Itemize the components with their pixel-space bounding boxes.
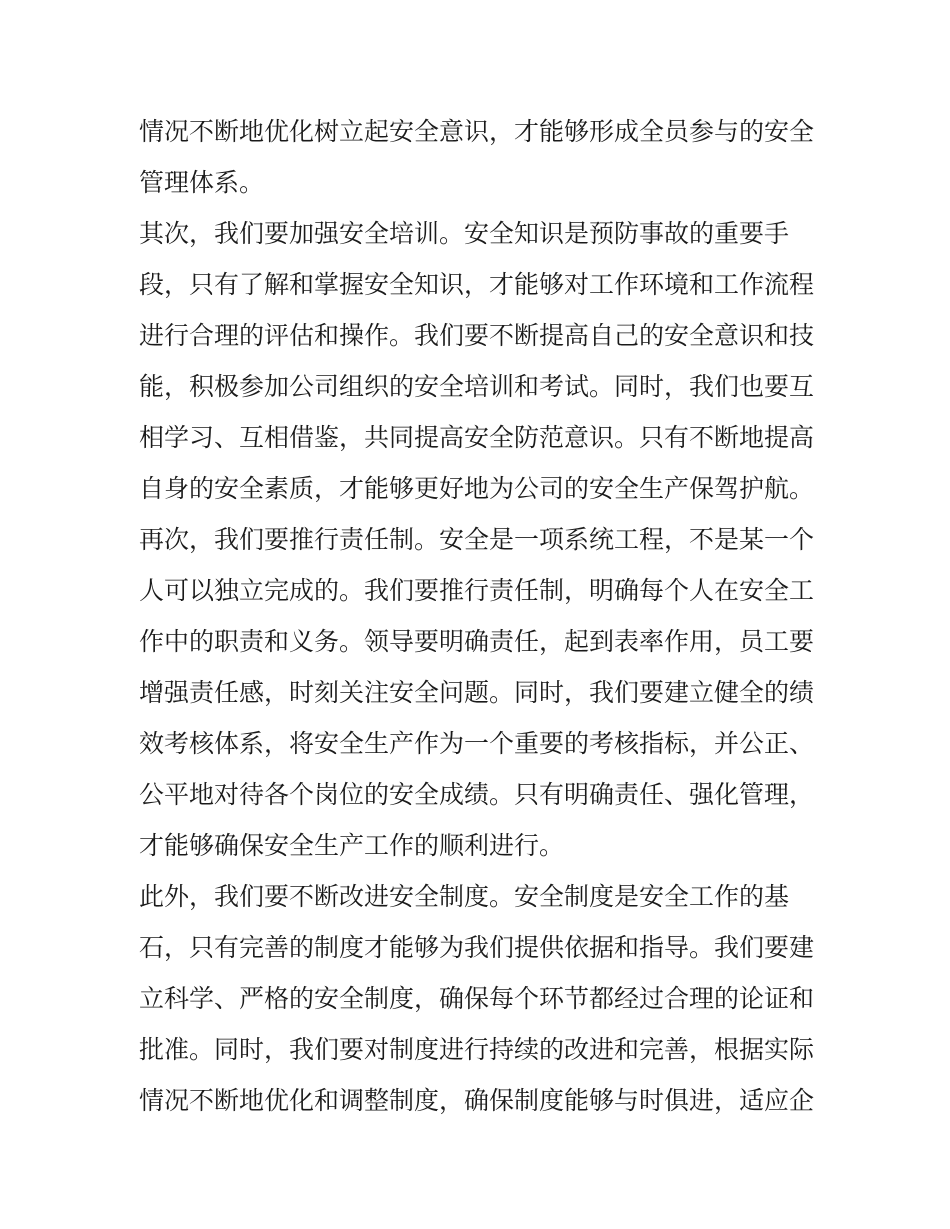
text-line: 其次，我们要加强安全培训。安全知识是预防事故的重要手 (139, 219, 790, 248)
text-line: 增强责任感，时刻关注安全问题。同时，我们要建立健全的绩 (139, 678, 815, 707)
text-line: 相学习、互相借鉴，共同提高安全防范意识。只有不断地提高 (139, 423, 815, 452)
text-line: 进行合理的评估和操作。我们要不断提高自己的安全意识和技 (139, 321, 815, 350)
text-line: 自身的安全素质，才能够更好地为公司的安全生产保驾护航。 (139, 474, 815, 503)
text-line: 再次，我们要推行责任制。安全是一项系统工程，不是某一个 (139, 525, 815, 554)
text-line: 此外，我们要不断改进安全制度。安全制度是安全工作的基 (139, 882, 790, 911)
text-line: 情况不断地优化树立起安全意识，才能够形成全员参与的安全 (139, 117, 815, 146)
text-line: 情况不断地优化和调整制度，确保制度能够与时俱进，适应企 (139, 1086, 815, 1115)
text-line: 作中的职责和义务。领导要明确责任，起到表率作用，员工要 (139, 627, 815, 656)
text-line: 公平地对待各个岗位的安全成绩。只有明确责任、强化管理， (139, 780, 815, 809)
text-line: 石，只有完善的制度才能够为我们提供依据和指导。我们要建 (139, 933, 815, 962)
text-line: 才能够确保安全生产工作的顺利进行。 (139, 831, 565, 860)
text-line: 人可以独立完成的。我们要推行责任制，明确每个人在安全工 (139, 576, 815, 605)
text-line: 立科学、严格的安全制度，确保每个环节都经过合理的论证和 (139, 984, 815, 1013)
text-line: 效考核体系，将安全生产作为一个重要的考核指标，并公正、 (139, 729, 815, 758)
text-line: 批准。同时，我们要对制度进行持续的改进和完善，根据实际 (139, 1035, 815, 1064)
text-line: 段，只有了解和掌握安全知识，才能够对工作环境和工作流程 (139, 270, 815, 299)
text-line: 管理体系。 (139, 168, 265, 197)
document-body (139, 106, 819, 1126)
text-line: 能，积极参加公司组织的安全培训和考试。同时，我们也要互 (139, 372, 815, 401)
